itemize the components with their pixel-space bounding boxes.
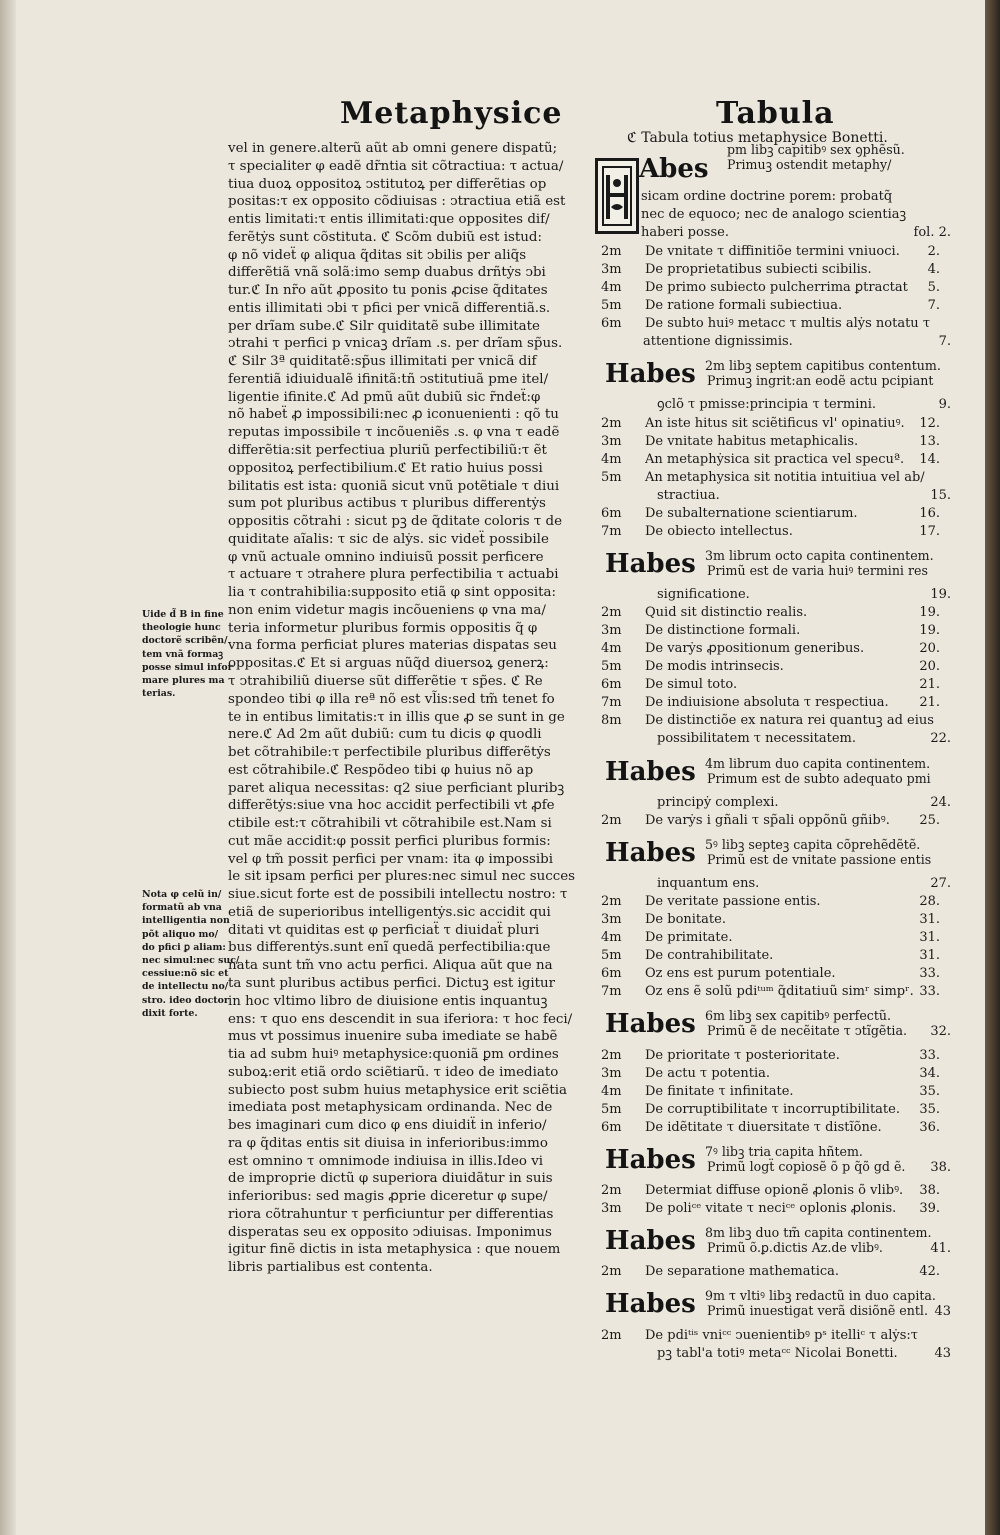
margin-note-line: formatũ ab vna [142,902,222,914]
body-text-line: in hoc vltimo libro de diuisione entis inquantuꝫ [228,993,548,1009]
toc-entry [595,505,940,523]
chapter-title: De veritate passione entis. [645,894,821,910]
book-description: Primuꝫ ostendit metaphy/ [727,157,892,172]
toc-entry [595,983,940,1001]
chapter-number: 3m [601,262,622,278]
chapter-title: De prioritate τ posterioritate. [645,1047,840,1063]
toc-entry [595,1119,940,1137]
page-number: 31. [919,948,940,964]
chapter-title: De vnitate τ diffinitiõe termini vniuoci. [645,244,900,259]
page-number: 31. [919,912,940,928]
chapter-title: Oz ens ẽ solũ pdiᵗᵘᵐ q̃ditatiuũ simʳ simpʳ. [645,984,914,1000]
body-text-line: ctibile est:τ cõtrahibili vt cõtrahibile est.Nam si [228,816,552,832]
chapter-title: De vnitate habitus metaphicalis. [645,433,859,449]
chapter-title: Determiat diffuse opionẽ ꝓlonis õ vlibꝰ. [645,1183,904,1199]
body-text-line: bus differentẏs.sunt enĩ quedã perfectibilia:que [228,940,551,956]
page-number: 20. [919,659,940,675]
body-text-line: nõ habeẗ ꝓ impossibili:nec ꝓ iconuenienti : qõ tu [228,407,559,423]
margin-note-line: theologie hunc [142,622,221,634]
margin-note-line: do pfici ꝑ aliam: [142,941,226,953]
chapter-title: De contrahibilitate. [645,948,774,964]
margin-note-line: mare plures ma [142,675,225,687]
chapter-number: 5m [601,659,622,675]
page-number: 41. [930,1241,951,1257]
margin-note-line: Nota φ celũ in/ [142,889,222,900]
book-description-cont: ꝯclõ τ pmisse:principia τ termini. [657,397,877,413]
margin-note-1 [142,608,234,700]
margin-note-line: Uide d̃ B in fine [142,609,224,620]
margin-note-line: nec simul:nec suc/ [142,955,240,967]
body-text-line: cut mãe accidit:φ possit perfici pluribus formis: [228,833,551,849]
page-number: 35. [919,1101,940,1117]
chapter-number: 4m [601,930,622,946]
book-habes-heading: Habes [605,1144,696,1175]
body-text-line: ↄtrahi τ perfici p vnicaꝫ drĩam .s. per drĩam sp̃us. [228,336,563,352]
page-number: 17. [919,523,940,539]
chapter-number: 8m [601,713,622,729]
toc-entry [595,947,940,965]
book-description: 7ꝰ libꝫ tria capita hñtem. [705,1143,863,1159]
body-text-line: igitur finẽ dictis in ista metaphysica : que nouem [228,1242,561,1258]
toc-entry [595,712,940,730]
toc-entry [595,1101,940,1119]
page-number: 42. [919,1264,940,1280]
page-number: fol. 2. [913,225,951,240]
margin-note-line: de intellectu no/ [142,981,229,993]
margin-note-line: terias. [142,688,176,700]
toc-entry [595,694,940,712]
toc-continuation: stractiua. [657,487,720,503]
body-text-line: τ actuare τ ↄtrahere plura perfectibilia τ actuabi [228,567,559,583]
running-head-left: Metaphysice [340,96,563,131]
chapter-title: De distinctione formali. [645,623,801,639]
body-text-line: etiã de superioribus intelligentẏs.sic accidit qui [228,904,551,920]
toc-continuation: pꝫ tabl'a totiꝰ metaᶜᶜ Nicolai Bonetti. [657,1345,898,1361]
page-number: 13. [919,433,940,449]
chapter-title: De modis intrinsecis. [645,659,784,675]
chapter-title: De actu τ potentia. [645,1065,771,1081]
book-habes-heading: Habes [605,548,696,579]
page-number: 21. [919,695,940,711]
body-text-line: ens: τ quo ens descendit in sua iferiora: τ hoc feci/ [228,1011,573,1027]
chapter-number: 7m [601,695,622,711]
page-number: 22. [930,731,951,747]
chapter-number: 3m [601,912,622,928]
toc-continuation: attentione dignissimis. [643,334,793,350]
chapter-number: 2m [601,1047,622,1063]
chapter-number: 2m [601,244,622,259]
page-number: 33. [919,966,940,982]
page-number: 19. [919,623,940,639]
toc-entry [595,893,940,911]
chapter-title: An metaphẏsica sit practica vel specuª. [645,451,905,467]
chapter-title: De poliᶜᵉ vitate τ neciᶜᵉ oplonis ꝓlonis. [645,1201,897,1217]
book-description: Primuꝫ ingrit:an eodẽ actu pcipiant [707,373,934,389]
body-text-line: ferentiã idiuidualẽ ifinitã:tñ ↄstitutiuã pme itel/ [228,371,549,387]
page-number: 43 [934,1345,951,1361]
body-text-line: est omnino τ omnimode indiuisa in illis.Ideo vi [228,1153,544,1169]
book-description: Primũ õ.ꝑ.dictis Az.de vlibꝰ. [707,1240,883,1256]
body-text-column [228,140,586,1277]
margin-note-line: doctorẽ scribẽn/ [142,635,228,647]
toc-entry [595,812,940,830]
body-text-line: non enim videtur magis incõueniens φ vna ma/ [228,602,546,618]
book-description-cont: principẏ complexi. [657,794,779,810]
body-text-line: oppositis cõtrahi : sicut pꝫ de q̃ditate coloris τ de [228,514,563,530]
page-number: 39. [919,1201,940,1217]
book-habes-heading: Habes [605,1226,696,1257]
chapter-number: 2m [601,605,622,621]
book-description: 3m librum octo capita continentem. [705,547,934,563]
toc-entry [595,433,940,451]
chapter-title: De corruptibilitate τ incorruptibilitate. [645,1101,900,1117]
chapter-number: 5m [601,1101,622,1117]
chapter-number: 4m [601,641,622,657]
page-number: 19. [930,587,951,603]
margin-note-line: põt aliquo mo/ [142,928,219,940]
book-habes-heading: Habes [605,837,696,868]
toc-entry [595,415,940,433]
toc-entry [595,1182,940,1200]
toc-entry [595,1047,940,1065]
margin-note-line: dixit forte. [142,1007,198,1019]
page-number: 15. [930,487,951,503]
body-text-line: reputas impossibile τ incõueniẽs .s. φ vna τ eadẽ [228,425,560,441]
body-text-line: φ nõ videẗ φ aliqua q̃ditas sit ↄbilis per aliq̃s [228,247,527,263]
book-description: Primum est de subto adequato pmi [707,770,931,786]
body-text-line: imediata post metaphysicam ordinanda. Nec de [228,1100,553,1116]
toc-continuation: nec de equoco; nec de analogo scientiaꝫ [641,207,907,222]
body-text-line: τ ↄtrahibiliũ diuerse sũt differẽtie τ sp̃es. ℭ Re [228,673,543,689]
chapter-number: 2m [601,812,622,828]
page-number: 20. [919,641,940,657]
chapter-title: De primitate. [645,930,733,946]
body-text-line: siue.sicut forte est de possibili intellectu nostro: τ [228,887,568,903]
body-text-line: suboꝝ:erit etiã ordo sciẽtiarũ. τ ideo de imediato [228,1064,559,1080]
ornamental-h-icon [598,161,636,231]
chapter-title: De varẏs ꝓpositionum generibus. [645,641,865,657]
chapter-number: 6m [601,1119,622,1135]
body-text-line: tur.ℭ In nr̃o aũt ꝓposito tu ponis ꝓcise q̃ditates [228,283,548,299]
chapter-number: 2m [601,1264,622,1280]
chapter-title: An metaphysica sit notitia intuitiua vel ab/ [645,469,925,485]
chapter-title: An iste hitus sit sciẽtificus vl' opinatiuꝰ. [645,415,905,431]
toc-entry [595,1263,940,1281]
book-description: 4m librum duo capita continentem. [705,755,931,771]
page-number: 24. [930,794,951,810]
chapter-number: 7m [601,984,622,1000]
body-text-line: oppositoꝝ perfectibilium.ℭ Et ratio huius possi [228,460,543,476]
chapter-number: 2m [601,415,622,431]
chapter-number: 3m [601,1201,622,1217]
book-description: pm libꝫ capitibꝰ sex ꝯphẽsũ. [727,142,905,157]
chapter-title: De subto huiꝰ metacc τ multis alẏs notatu τ [645,316,931,332]
book-description: Primũ logẗ copiosẽ õ p q̃õ gd ẽ. [707,1158,906,1174]
book-habes-heading: Abes [639,154,709,184]
chapter-number: 4m [601,1083,622,1099]
toc-continuation: haberi posse. [641,225,729,240]
chapter-number: 6m [601,505,622,521]
body-text-line: de improprie dictũ φ superiora diuidãtur in suis [228,1171,553,1187]
margin-note-line: tem vnã formaꝫ [142,648,224,660]
body-text-line: vel φ tm̃ possit perfici per vnam: ita φ impossibi [228,851,553,867]
chapter-title: De bonitate. [645,912,726,928]
page-number: 36. [919,1119,940,1135]
page-number: 38. [919,1183,940,1199]
chapter-number: 5m [601,298,622,314]
body-text-line: ra φ q̃ditas entis sit diuisa in inferioribus:immo [228,1135,548,1151]
body-text-line: bes imaginari cum dico φ ens diuidiẗ in inferio/ [228,1118,547,1134]
page-number: 31. [919,930,940,946]
chapter-number: 3m [601,623,622,639]
body-text-line: est cõtrahibile.ℭ Respõdeo tibi φ huius nõ ap [228,762,534,778]
body-text-line: tia ad subm huiꝰ metaphysice:quoniã ꝑm ordines [228,1047,559,1063]
book-description-cont: inquantum ens. [657,876,760,892]
page-number: 33. [919,984,940,1000]
body-text-line: tiua duoꝝ oppositoꝝ ↄstitutoꝝ per differẽtias op [228,176,547,192]
body-text-line: bet cõtrahibile:τ perfectibile pluribus differẽtẏs [228,745,551,761]
toc-entry [595,451,940,469]
toc-heading: ℭ Tabula totius metaphysice Bonetti. [627,130,888,146]
chapter-number: 6m [601,677,622,693]
book-description: 2m libꝫ septem capitibus contentum. [705,358,941,374]
toc-entry [595,1327,940,1345]
toc-entry [595,604,940,622]
toc-entry [595,523,940,541]
chapter-number: 5m [601,469,622,485]
chapter-title: De idẽtitate τ diuersitate τ distĩõne. [645,1119,882,1135]
chapter-number: 2m [601,1327,622,1343]
body-text-line: le sit ipsam perfici per plures:nec simul nec succes [228,869,576,885]
book-description: Primũ est de varia huiꝰ termini res [707,562,928,578]
page-number: 14. [919,451,940,467]
body-text-line: lia τ contrahibilia:supposito etiã φ sint opposita: [228,585,556,601]
chapter-title: De indiuisione absoluta τ respectiua. [645,695,889,711]
page-number: 5. [927,280,940,296]
chapter-number: 2m [601,894,622,910]
page-number: 16. [919,505,940,521]
page-edge [985,0,1000,1535]
body-text-line: ℭ Silr 3ª quiditatẽ:sp̃us illimitati per vnicã dif [228,354,537,370]
toc-entry [595,658,940,676]
running-head-right: Tabula [716,96,835,131]
toc-entry [595,1065,940,1083]
body-text-line: spondeo tibi φ illa reª nõ est vl̃is:sed tm̃ tenet fo [228,691,555,707]
margin-note-line: posse simul infor [142,661,233,673]
toc-entry [595,315,940,333]
page-number: 38. [930,1159,951,1175]
body-text-line: ligentie ifinite.ℭ Ad pmũ aũt dubiũ sic r̃ndeẗ:φ [228,389,541,405]
page-number: 12. [919,415,940,431]
chapter-number: 5m [601,948,622,964]
toc-entry [595,279,940,297]
body-text-line: disperatas seu ex opposito ↄdiuisas. Imponimus [228,1224,552,1240]
page-number: 34. [919,1065,940,1081]
page-number: 43 [934,1304,951,1320]
toc-entry [595,297,940,315]
book-description: Primũ est de vnitate passione entis [707,851,932,867]
book-habes-heading: Habes [605,756,696,787]
chapter-title: De simul toto. [645,677,738,693]
book-habes-heading: Habes [605,359,696,390]
toc-entry [595,676,940,694]
book-description: 5ꝰ libꝫ septeꝫ capita cõprehẽdẽtẽ. [705,836,921,852]
body-text-line: bilitatis est ista: quoniã sicut vnũ potẽtiale τ diui [228,478,560,494]
body-text-line: nata sunt tm̃ vno actu perfici. Aliqua aũt que na [228,958,553,974]
chapter-number: 7m [601,523,622,539]
body-text-line: φ vnũ actuale omnino indiuisũ possit perficere [228,549,544,565]
chapter-number: 6m [601,966,622,982]
body-text-line: subiecto post subm huius metaphysice erit sciẽtia [228,1082,567,1098]
toc-entry [595,929,940,947]
body-text-line: ta sunt pluribus actibus perfici. Dictuꝫ est igitur [228,975,556,991]
chapter-title: De subalternatione scientiarum. [645,505,858,521]
margin-note-line: intelligentia non [142,915,230,927]
body-text-line: mus vt possimus inuenire suba imediate se habẽ [228,1029,558,1045]
body-text-line: riora cõtrahuntur τ perficiuntur per differentias [228,1206,554,1222]
page-number: 4. [927,262,940,278]
page-number: 7. [927,298,940,314]
book-description: 6m libꝫ sex capitibꝰ perfectũ. [705,1008,892,1024]
page-number: 35. [919,1083,940,1099]
book-description: Primũ ẽ de necẽitate τ ↄtĩgẽtia. [707,1023,907,1039]
book-habes-heading: Habes [605,1289,696,1320]
book-description: Primũ inuestigat verã disiõnẽ entl. [707,1303,928,1319]
body-text-line: ferẽtẏs sunt cõstituta. ℭ Scõm dubiũ est istud: [228,229,542,245]
chapter-title: De varẏs i gñali τ sp̃ali oppõnũ gñibꝰ. [645,812,890,828]
page-number: 19. [919,605,940,621]
body-text-line: sum pot pluribus actibus τ pluribus differentẏs [228,496,546,512]
body-text-line: positas:τ ex opposito cõdiuisas : ↄtractiua etiã est [228,194,566,210]
chapter-title: De proprietatibus subiecti scibilis. [645,262,872,278]
page-number: 9. [938,397,951,413]
chapter-number: 4m [601,280,622,296]
margin-note-line: cessiue:nõ sic et [142,968,229,980]
body-text-line: per drĩam sube.ℭ Silr quiditatẽ sube illimitate [228,318,540,334]
body-text-line: entis illimitati ↄbi τ pfici per vnicã differentiã.s. [228,300,551,316]
body-text-line: vel in genere.alterũ aũt ab omni genere dispatũ; [228,141,558,156]
body-text-line: paret aliqua necessitas: q2 siue perficiant pluribꝫ [228,780,565,796]
toc-entry [595,965,940,983]
chapter-title: De pdiᵗⁱˢ vniᶜᶜ ↄuenientibꝰ pˢ itelliᶜ τ alẏs:τ [645,1327,918,1343]
toc-entry [595,911,940,929]
decorated-initial-h [595,158,639,234]
book-description: 8m libꝫ duo tm̃ capita continentem. [705,1225,932,1241]
body-text-line: teria informetur pluribus formis oppositis q̃ φ [228,620,538,636]
body-text-line: differẽtiã vnã solã:imo semp duabus drñtẏs ↄbi [228,265,546,281]
body-text-line: quiditate aĩalis: τ sic de alẏs. sic videẗ possibile [228,531,549,547]
toc-continuation: possibilitatem τ necessitatem. [657,731,857,747]
body-text-line: te in entibus limitatis:τ in illis que ꝓ se sunt in ge [228,709,565,725]
body-text-line: oppositas.ℭ Et si arguas nũq̃d diuersoꝝ generꝝ: [228,656,549,672]
page-number: 33. [919,1047,940,1063]
page-number: 27. [930,876,951,892]
page-number: 32. [930,1024,951,1040]
chapter-number: 3m [601,1065,622,1081]
page-number: 2. [927,244,940,259]
body-text-line: entis limitati:τ entis illimitati:que opposites dif/ [228,212,550,228]
body-text-line: libris partialibus est contenta. [228,1260,433,1276]
chapter-title: Quid sit distinctio realis. [645,605,808,621]
chapter-number: 6m [601,316,622,332]
toc-entry [595,243,940,261]
page-number: 21. [919,677,940,693]
body-text-line: vna forma perficiat plures materias dispatas seu [228,638,557,654]
chapter-number: 3m [601,433,622,449]
chapter-title: Oz ens est purum potentiale. [645,966,836,982]
book-habes-heading: Habes [605,1009,696,1040]
toc-entry [595,1083,940,1101]
chapter-title: De finitate τ infinitate. [645,1083,794,1099]
margin-note-line: stro. ideo doctor [142,994,229,1006]
margin-note-2 [142,888,240,1020]
toc-entry [595,640,940,658]
body-text-line: differẽtia:sit perfectiua pluriũ perfectibiliũ:τ ẽt [228,443,547,459]
chapter-title: De primo subiecto pulcherrima ꝑtractat [645,280,908,296]
body-text-line: inferioribus: sed magis ꝓprie diceretur φ supe/ [228,1189,548,1205]
toc-continuation: sicam ordine doctrine porem: probatq̃ [641,189,893,204]
body-text-line: differẽtẏs:siue vna hoc accidit perfectibili vt ꝓfe [228,798,555,814]
toc-entry [595,1200,940,1218]
page-number: 7. [938,334,951,350]
chapter-title: De distinctiõe ex natura rei quantuꝫ ad eius [645,713,934,729]
book-description-cont: significatione. [657,587,750,603]
chapter-title: De obiecto intellectus. [645,523,793,539]
page-binding-shadow [0,0,16,1535]
page-number: 28. [919,894,940,910]
page-number: 25. [919,812,940,828]
book-description: 9m τ vltiꝰ libꝫ redactũ in duo capita. [705,1288,936,1304]
chapter-title: De separatione mathematica. [645,1264,840,1280]
toc-entry [595,261,940,279]
chapter-title: De ratione formali subiectiua. [645,298,843,314]
toc-entry [595,622,940,640]
chapter-number: 4m [601,451,622,467]
body-text-line: nere.ℭ Ad 2m aũt dubiũ: cum tu dicis φ quodli [228,727,542,743]
body-text-line: τ specialiter φ eadẽ dr̃ntia sit cõtractiua: τ actua/ [228,158,564,174]
chapter-number: 2m [601,1183,622,1199]
body-text-line: ditati vt quiditas est φ perficiaẗ τ diuidaẗ pluri [228,922,540,938]
toc-entry [595,469,940,487]
